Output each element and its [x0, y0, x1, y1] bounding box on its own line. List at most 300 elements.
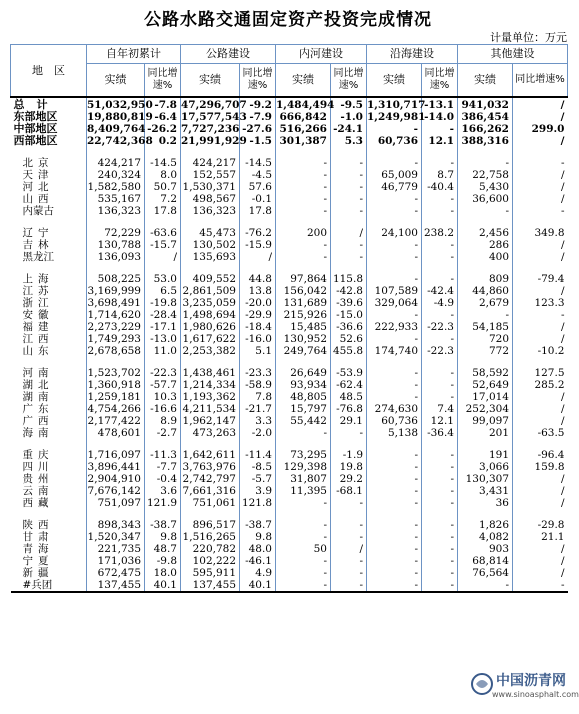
value-cell: -62.4 — [331, 379, 367, 391]
actual-header: 实绩 — [458, 64, 513, 98]
value-cell: 11.0 — [145, 345, 181, 357]
value-cell: 409,552 — [181, 273, 240, 285]
value-cell: 1,360,918 — [87, 379, 145, 391]
value-cell: - — [367, 157, 422, 169]
value-cell: -2.7 — [145, 427, 181, 439]
value-cell: 672,475 — [87, 567, 145, 579]
value-cell: -23.3 — [240, 367, 276, 379]
value-cell — [513, 217, 568, 227]
value-cell: 666,842 — [276, 111, 331, 123]
value-cell: 21,991,929 — [181, 135, 247, 147]
value-cell: - — [422, 555, 458, 567]
value-cell: -15.7 — [145, 239, 181, 251]
value-cell: -9.8 — [145, 555, 181, 567]
value-cell: - — [367, 239, 422, 251]
value-cell: -9.5 — [331, 97, 367, 111]
value-cell: -14.5 — [145, 157, 181, 169]
value-cell: 220,782 — [181, 543, 240, 555]
value-cell: / — [513, 497, 568, 509]
value-cell: -76.8 — [331, 403, 367, 415]
value-cell: - — [367, 273, 422, 285]
value-cell — [87, 147, 145, 157]
value-cell: - — [331, 251, 367, 263]
value-cell — [367, 357, 422, 367]
value-cell — [458, 147, 513, 157]
value-cell — [458, 263, 513, 273]
value-cell: 65,009 — [367, 169, 422, 181]
value-cell: -16.6 — [145, 403, 181, 415]
value-cell: 473,263 — [181, 427, 240, 439]
value-cell: 17.8 — [145, 205, 181, 217]
value-cell: -40.4 — [422, 181, 458, 193]
value-cell: 3,763,976 — [181, 461, 240, 473]
value-cell: 1,310,717 — [367, 99, 426, 111]
watermark — [470, 668, 579, 704]
value-cell: 47,296,707 — [181, 99, 247, 111]
value-cell: 3.6 — [145, 485, 181, 497]
value-cell: 3,235,059 — [181, 297, 240, 309]
value-cell: - — [367, 485, 422, 497]
table-row — [11, 367, 568, 379]
value-cell: 386,454 — [458, 111, 513, 123]
value-cell: -18.4 — [240, 321, 276, 333]
value-cell: - — [367, 251, 422, 263]
group-header: 公路建设 — [181, 45, 276, 64]
value-cell — [331, 357, 367, 367]
value-cell: 72,229 — [87, 227, 145, 239]
value-cell: / — [513, 251, 568, 263]
value-cell: 424,217 — [87, 157, 145, 169]
value-cell: / — [513, 391, 568, 403]
value-cell: 595,911 — [181, 567, 240, 579]
value-cell: -27.6 — [240, 123, 276, 135]
group-header: 内河建设 — [276, 45, 367, 64]
value-cell: 22,758 — [458, 169, 513, 181]
value-cell — [276, 263, 331, 273]
table-row — [11, 555, 568, 567]
region-cell: 吉林 — [22, 239, 54, 251]
value-cell: - — [367, 497, 422, 509]
value-cell: 48.0 — [240, 543, 276, 555]
value-cell: - — [367, 123, 422, 135]
value-cell: 1,826 — [458, 519, 513, 531]
table-row — [11, 297, 568, 309]
table-row — [11, 321, 568, 333]
value-cell — [367, 263, 422, 273]
value-cell — [367, 217, 422, 227]
value-cell: 8.7 — [422, 169, 458, 181]
table-body — [11, 97, 568, 592]
value-cell: 896,517 — [181, 519, 240, 531]
value-cell: 97,864 — [276, 273, 331, 285]
value-cell: - — [422, 485, 458, 497]
value-cell: 19,880,819 — [87, 111, 153, 123]
value-cell: 159.8 — [513, 461, 568, 473]
value-cell: 2,253,382 — [181, 345, 240, 357]
value-cell: -7.8 — [145, 97, 181, 111]
value-cell: 24,100 — [367, 227, 422, 239]
value-cell: -7.9 — [240, 111, 276, 123]
value-cell: 137,455 — [87, 579, 145, 592]
region-cell: 山西 — [22, 193, 54, 205]
value-cell: -15.0 — [331, 309, 367, 321]
value-cell: 0.2 — [145, 135, 181, 147]
value-cell: 4.9 — [240, 567, 276, 579]
value-cell: -53.9 — [331, 367, 367, 379]
value-cell: -96.4 — [513, 449, 568, 461]
value-cell: -14.5 — [240, 157, 276, 169]
table-row — [11, 97, 568, 111]
spacer-row — [11, 147, 568, 157]
yoy-header: 同比增速% — [513, 64, 568, 98]
value-cell — [181, 357, 240, 367]
value-cell: -1.0 — [331, 111, 367, 123]
value-cell: 1,716,097 — [87, 449, 145, 461]
value-cell: -4.9 — [422, 297, 458, 309]
value-cell: 26,649 — [276, 367, 331, 379]
value-cell — [331, 439, 367, 449]
value-cell: 10.3 — [145, 391, 181, 403]
value-cell: -29.9 — [240, 309, 276, 321]
value-cell: - — [276, 555, 331, 567]
value-cell: 15,485 — [276, 321, 331, 333]
table-row — [11, 157, 568, 169]
value-cell — [458, 357, 513, 367]
value-cell: 1,193,362 — [181, 391, 240, 403]
value-cell: - — [422, 309, 458, 321]
region-cell: 贵州 — [22, 473, 54, 485]
value-cell: 201 — [458, 427, 513, 439]
value-cell: 1,249,981 — [367, 111, 426, 123]
value-cell: -38.7 — [240, 519, 276, 531]
value-cell: 4,082 — [458, 531, 513, 543]
value-cell: - — [458, 309, 513, 321]
value-cell: 2,904,910 — [87, 473, 145, 485]
value-cell: - — [276, 497, 331, 509]
value-cell: 424,217 — [181, 157, 240, 169]
value-cell: 11,395 — [276, 485, 331, 497]
region-cell: 湖北 — [22, 379, 54, 391]
region-cell: 辽宁 — [22, 227, 54, 239]
value-cell: 136,323 — [87, 205, 145, 217]
value-cell: -24.1 — [331, 123, 367, 135]
value-cell — [145, 147, 181, 157]
table-row — [11, 531, 568, 543]
value-cell: 36,600 — [458, 193, 513, 205]
region-cell: 北京 — [22, 157, 54, 169]
value-cell: 903 — [458, 543, 513, 555]
value-cell: / — [513, 135, 568, 147]
value-cell: -13.1 — [422, 97, 458, 111]
value-cell — [422, 357, 458, 367]
region-cell: 河北 — [22, 181, 54, 193]
table-row — [11, 333, 568, 345]
unit-label: 计量单位：万元 — [490, 31, 567, 44]
value-cell: - — [331, 555, 367, 567]
value-cell: 238.2 — [422, 227, 458, 239]
value-cell — [181, 263, 240, 273]
region-cell: 总计 — [13, 98, 60, 111]
value-cell: 52.6 — [331, 333, 367, 345]
value-cell: - — [422, 391, 458, 403]
value-cell: - — [367, 367, 422, 379]
value-cell: 1,214,334 — [181, 379, 240, 391]
region-cell: 四川 — [22, 461, 54, 473]
value-cell: - — [276, 531, 331, 543]
value-cell: 751,061 — [181, 497, 240, 509]
value-cell: 1,520,347 — [87, 531, 145, 543]
value-cell: 1,523,702 — [87, 367, 145, 379]
value-cell: - — [513, 157, 568, 169]
value-cell — [276, 357, 331, 367]
table-row — [11, 427, 568, 439]
value-cell: 4,754,266 — [87, 403, 145, 415]
value-cell: 772 — [458, 345, 513, 357]
table-row — [11, 135, 568, 147]
value-cell: 46,779 — [367, 181, 422, 193]
value-cell — [458, 509, 513, 519]
value-cell: 252,304 — [458, 403, 513, 415]
value-cell — [145, 509, 181, 519]
region-cell: 新疆 — [22, 567, 54, 579]
watermark-text: 中国沥青网 — [496, 673, 566, 689]
value-cell: -0.4 — [145, 473, 181, 485]
value-cell: - — [422, 449, 458, 461]
value-cell: 115.8 — [331, 273, 367, 285]
value-cell: 222,933 — [367, 321, 422, 333]
value-cell: / — [513, 111, 568, 123]
value-cell: -17.1 — [145, 321, 181, 333]
value-cell: - — [458, 579, 513, 592]
value-cell — [422, 509, 458, 519]
value-cell: / — [513, 193, 568, 205]
value-cell: 68,814 — [458, 555, 513, 567]
value-cell — [422, 263, 458, 273]
region-cell: 安徽 — [22, 309, 54, 321]
value-cell: 19.8 — [331, 461, 367, 473]
value-cell: 301,387 — [276, 135, 331, 147]
value-cell: - — [276, 205, 331, 217]
spacer-row — [11, 357, 568, 367]
region-cell: 海南 — [22, 427, 54, 439]
region-cell — [11, 217, 87, 227]
value-cell: - — [367, 473, 422, 485]
value-cell — [422, 439, 458, 449]
value-cell: - — [367, 449, 422, 461]
value-cell: - — [331, 497, 367, 509]
yoy-header: 同比增速% — [240, 64, 276, 98]
value-cell: / — [513, 169, 568, 181]
value-cell: 102,222 — [181, 555, 240, 567]
table-row — [11, 285, 568, 297]
value-cell: -2.0 — [240, 427, 276, 439]
value-cell: - — [367, 543, 422, 555]
value-cell — [145, 357, 181, 367]
value-cell: - — [331, 181, 367, 193]
region-cell — [11, 147, 87, 157]
value-cell: -58.9 — [240, 379, 276, 391]
value-cell: -4.5 — [240, 169, 276, 181]
value-cell: - — [276, 193, 331, 205]
value-cell: -16.0 — [240, 333, 276, 345]
value-cell: 498,567 — [181, 193, 240, 205]
value-cell: 3,066 — [458, 461, 513, 473]
value-cell — [513, 147, 568, 157]
value-cell — [276, 217, 331, 227]
value-cell: -57.7 — [145, 379, 181, 391]
value-cell: - — [331, 579, 367, 592]
table-row — [11, 111, 568, 123]
value-cell: 1,484,494 — [276, 99, 335, 111]
value-cell: - — [276, 239, 331, 251]
value-cell: 2,177,422 — [87, 415, 145, 427]
yoy-header: 同比增速% — [145, 64, 181, 98]
value-cell: - — [367, 531, 422, 543]
spacer-row — [11, 263, 568, 273]
value-cell: 1,438,461 — [181, 367, 240, 379]
value-cell: 129,398 — [276, 461, 331, 473]
value-cell: - — [367, 391, 422, 403]
value-cell: -36.4 — [422, 427, 458, 439]
value-cell: 388,316 — [458, 135, 513, 147]
value-cell: 478,601 — [87, 427, 145, 439]
value-cell: 1,617,622 — [181, 333, 240, 345]
value-cell: / — [513, 543, 568, 555]
region-cell: 广东 — [22, 403, 54, 415]
value-cell: 12.1 — [422, 415, 458, 427]
value-cell: 1,530,371 — [181, 181, 240, 193]
value-cell: - — [422, 205, 458, 217]
value-cell: / — [513, 403, 568, 415]
value-cell: 285.2 — [513, 379, 568, 391]
region-cell: 内蒙古 — [22, 205, 54, 217]
table-row — [11, 251, 568, 263]
value-cell: 5.1 — [240, 345, 276, 357]
value-cell: 349.8 — [513, 227, 568, 239]
spacer-row — [11, 217, 568, 227]
region-cell: 上海 — [22, 273, 54, 285]
table-row — [11, 205, 568, 217]
value-cell — [331, 217, 367, 227]
value-cell: 809 — [458, 273, 513, 285]
value-cell: 137,455 — [181, 579, 240, 592]
region-cell: 甘肃 — [22, 531, 54, 543]
yoy-header: 同比增速% — [331, 64, 367, 98]
value-cell — [87, 357, 145, 367]
value-cell: -36.6 — [331, 321, 367, 333]
region-cell: 江西 — [22, 333, 54, 345]
value-cell — [458, 217, 513, 227]
value-cell: 400 — [458, 251, 513, 263]
value-cell: - — [458, 157, 513, 169]
region-cell: 浙江 — [22, 297, 54, 309]
region-cell: 云南 — [22, 485, 54, 497]
value-cell: 22,742,368 — [87, 135, 153, 147]
value-cell: 286 — [458, 239, 513, 251]
value-cell: 15,797 — [276, 403, 331, 415]
value-cell: -20.0 — [240, 297, 276, 309]
value-cell: 8.0 — [145, 169, 181, 181]
table-row — [11, 309, 568, 321]
value-cell: -26.2 — [145, 123, 181, 135]
value-cell: -11.3 — [145, 449, 181, 461]
region-cell: 天津 — [22, 169, 54, 181]
value-cell: 18.0 — [145, 567, 181, 579]
table-row — [11, 379, 568, 391]
value-cell — [181, 147, 240, 157]
value-cell: - — [276, 519, 331, 531]
table-row — [11, 391, 568, 403]
value-cell: 3,431 — [458, 485, 513, 497]
table-row — [11, 543, 568, 555]
value-cell: -29.8 — [513, 519, 568, 531]
table-row — [11, 193, 568, 205]
value-cell: 5.3 — [331, 135, 367, 147]
value-cell: -5.7 — [240, 473, 276, 485]
value-cell: 8.9 — [145, 415, 181, 427]
value-cell: 156,042 — [276, 285, 331, 297]
value-cell: - — [276, 567, 331, 579]
value-cell: -28.4 — [145, 309, 181, 321]
value-cell — [331, 147, 367, 157]
value-cell: 299.0 — [513, 123, 568, 135]
value-cell: 516,266 — [276, 123, 331, 135]
value-cell: 7.2 — [145, 193, 181, 205]
region-cell: 中部地区 — [13, 122, 58, 135]
value-cell: 136,093 — [87, 251, 145, 263]
value-cell: 274,630 — [367, 403, 422, 415]
value-cell: 2,742,797 — [181, 473, 240, 485]
value-cell: - — [367, 333, 422, 345]
table-row — [11, 239, 568, 251]
value-cell: 4,211,534 — [181, 403, 240, 415]
table-row — [11, 227, 568, 239]
value-cell: - — [422, 473, 458, 485]
value-cell: -22.3 — [145, 367, 181, 379]
value-cell: - — [422, 273, 458, 285]
value-cell: - — [367, 205, 422, 217]
value-cell: 5,138 — [367, 427, 422, 439]
value-cell: -13.0 — [145, 333, 181, 345]
value-cell: 720 — [458, 333, 513, 345]
value-cell: 240,324 — [87, 169, 145, 181]
value-cell: - — [367, 567, 422, 579]
value-cell: - — [276, 157, 331, 169]
value-cell — [331, 263, 367, 273]
value-cell: 76,564 — [458, 567, 513, 579]
value-cell: 455.8 — [331, 345, 367, 357]
value-cell — [513, 439, 568, 449]
value-cell: 107,589 — [367, 285, 422, 297]
value-cell: 93,934 — [276, 379, 331, 391]
value-cell: 123.3 — [513, 297, 568, 309]
table-row — [11, 579, 568, 592]
value-cell: 58,592 — [458, 367, 513, 379]
value-cell — [276, 439, 331, 449]
value-cell: / — [331, 543, 367, 555]
value-cell — [87, 509, 145, 519]
value-cell — [331, 509, 367, 519]
value-cell: 29.1 — [331, 415, 367, 427]
region-cell: 广西 — [22, 415, 54, 427]
value-cell: 121.9 — [145, 497, 181, 509]
value-cell: - — [422, 497, 458, 509]
value-cell: - — [422, 239, 458, 251]
value-cell: 136,323 — [181, 205, 240, 217]
region-header: 地 区 — [11, 45, 87, 98]
value-cell: 50.7 — [145, 181, 181, 193]
value-cell: -8.5 — [240, 461, 276, 473]
